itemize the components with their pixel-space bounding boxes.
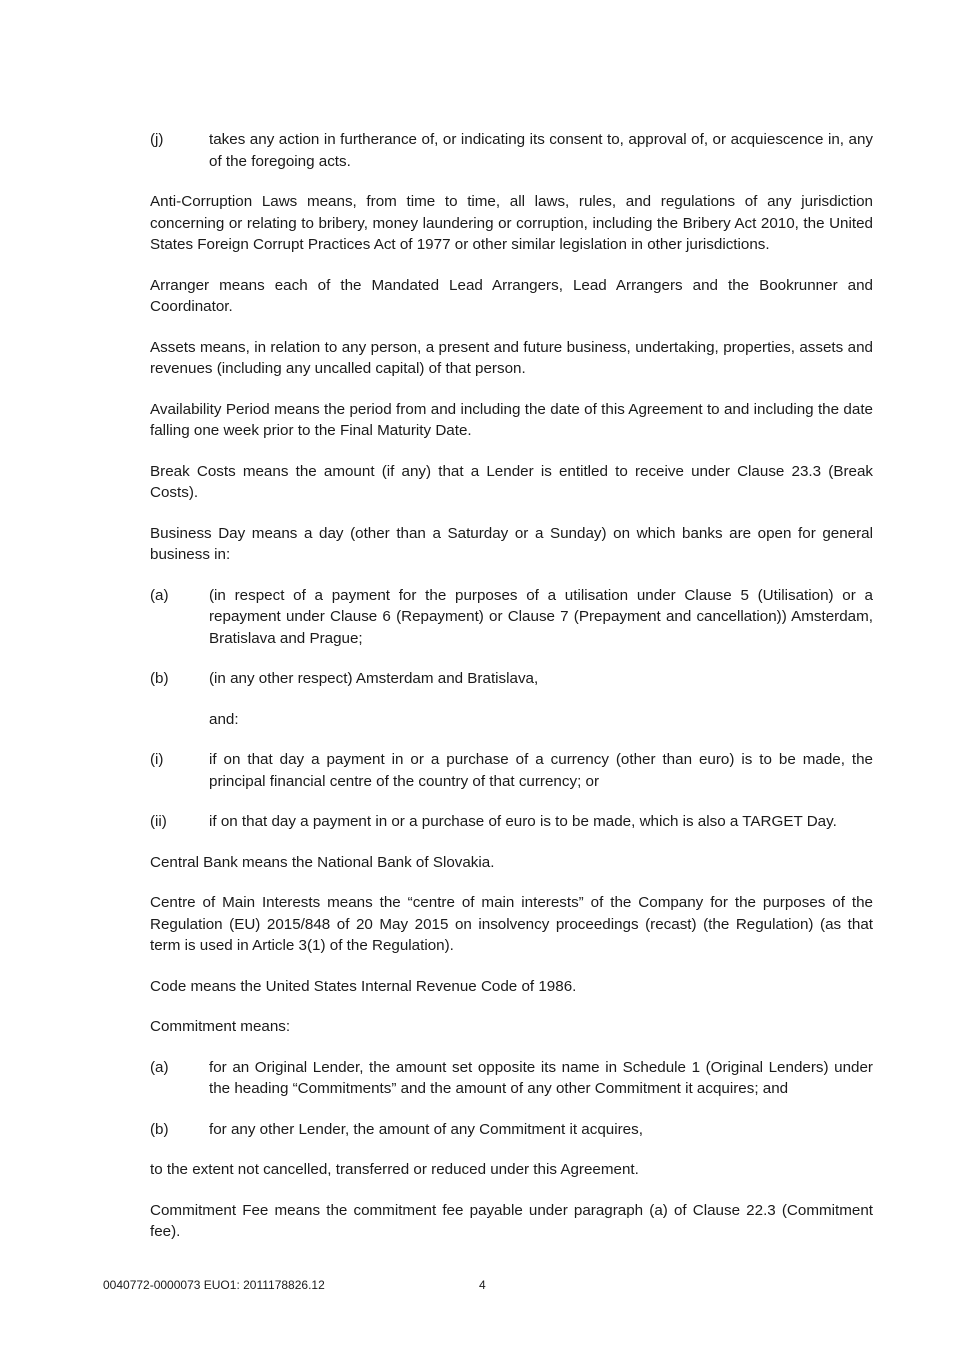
definition-business-day: Business Day means a day (other than a Saturday or a Sunday) on which banks are open for general business in: (150, 524, 873, 563)
list-item-commitment-b (150, 1119, 873, 1141)
definition-assets: Assets means, in relation to any person, a present and future business, undertaking, properties, assets and revenues (including any uncalled capital) of that person. (150, 338, 873, 377)
item-text: if on that day a payment in or a purchase of euro is to be made, which is also a TARGET Day. (209, 813, 837, 830)
definition-commitment: Commitment means: (150, 1018, 291, 1035)
definition-code: Code means the United States Internal Revenue Code of 1986. (150, 977, 577, 995)
item-label: (b) (150, 1120, 169, 1138)
list-item-commitment-a (150, 1057, 873, 1100)
definition-commitment-fee: Commitment Fee means the commitment fee payable under paragraph (a) of Clause 22.3 (Commitment fee). (150, 1201, 873, 1240)
item-text: takes any action in furtherance of, or indicating its consent to, approval of, or acquiescence in, any of the foregoing acts. (209, 131, 873, 170)
list-item-business-day-i (150, 749, 873, 792)
item-text: for any other Lender, the amount of any Commitment it acquires, (209, 1120, 643, 1138)
item-label: (a) (150, 1058, 169, 1076)
definition-anti-corruption-laws: Anti-Corruption Laws means, from time to time, all laws, rules, and regulations of any jurisdiction concerning or relating to bribery, money laundering or corruption, including the Bribery Act 2010, the United States Foreign Corrupt Practices Act of 1977 or other similar legislation in other jurisdictions. (150, 193, 873, 253)
item-text: (in respect of a payment for the purposes of a utilisation under Clause 5 (Utilisation) or a repayment under Clause 6 (Repayment) or Clause 7 (Prepayment and cancellation)) Amsterdam, Bratislava and Prague; (209, 586, 873, 647)
item-text: (in any other respect) Amsterdam and Bratislava, (209, 670, 539, 687)
document-reference: 0040772-0000073 EUO1: 2011178826.12 (103, 1278, 325, 1292)
item-label: (a) (150, 586, 169, 604)
item-label: (j) (150, 131, 164, 148)
document-body (150, 129, 873, 1262)
item-label: (ii) (150, 813, 167, 830)
definition-availability-period: Availability Period means the period from and including the date of this Agreement to and including the date falling one week prior to the Final Maturity Date. (150, 400, 873, 439)
item-label: (i) (150, 751, 164, 768)
list-item-j (150, 129, 873, 172)
definition-arranger: Arranger means each of the Mandated Lead Arrangers, Lead Arrangers and the Bookrunner and Coordinator. (150, 276, 873, 315)
page-number: 4 (479, 1278, 486, 1292)
list-item-business-day-b (150, 668, 873, 690)
item-label: (b) (150, 670, 169, 687)
definition-break-costs: Break Costs means the amount (if any) that a Lender is entitled to receive under Clause 23.3 (Break Costs). (150, 462, 873, 501)
list-item-business-day-ii (150, 811, 873, 833)
definition-centre-of-main-interests: Centre of Main Interests means the “centre of main interests” of the Company for the purposes of the Regulation (EU) 2015/848 of 20 May 2015 on insolvency proceedings (recast) (the Regulation) (as that term is used in Article 3(1) of the Regulation). (150, 894, 873, 954)
definition-central-bank: Central Bank means the National Bank of Slovakia. (150, 853, 495, 871)
commitment-tail: to the extent not cancelled, transferred or reduced under this Agreement. (150, 1161, 639, 1178)
item-text: if on that day a payment in or a purchase of a currency (other than euro) is to be made, the principal financial centre of the country of that currency; or (209, 751, 873, 790)
list-item-business-day-a (150, 585, 873, 650)
connector-and: and: (209, 710, 239, 728)
item-text: for an Original Lender, the amount set opposite its name in Schedule 1 (Original Lenders) under the heading “Commitments” and the amount of any other Commitment it acquires; and (209, 1058, 873, 1097)
